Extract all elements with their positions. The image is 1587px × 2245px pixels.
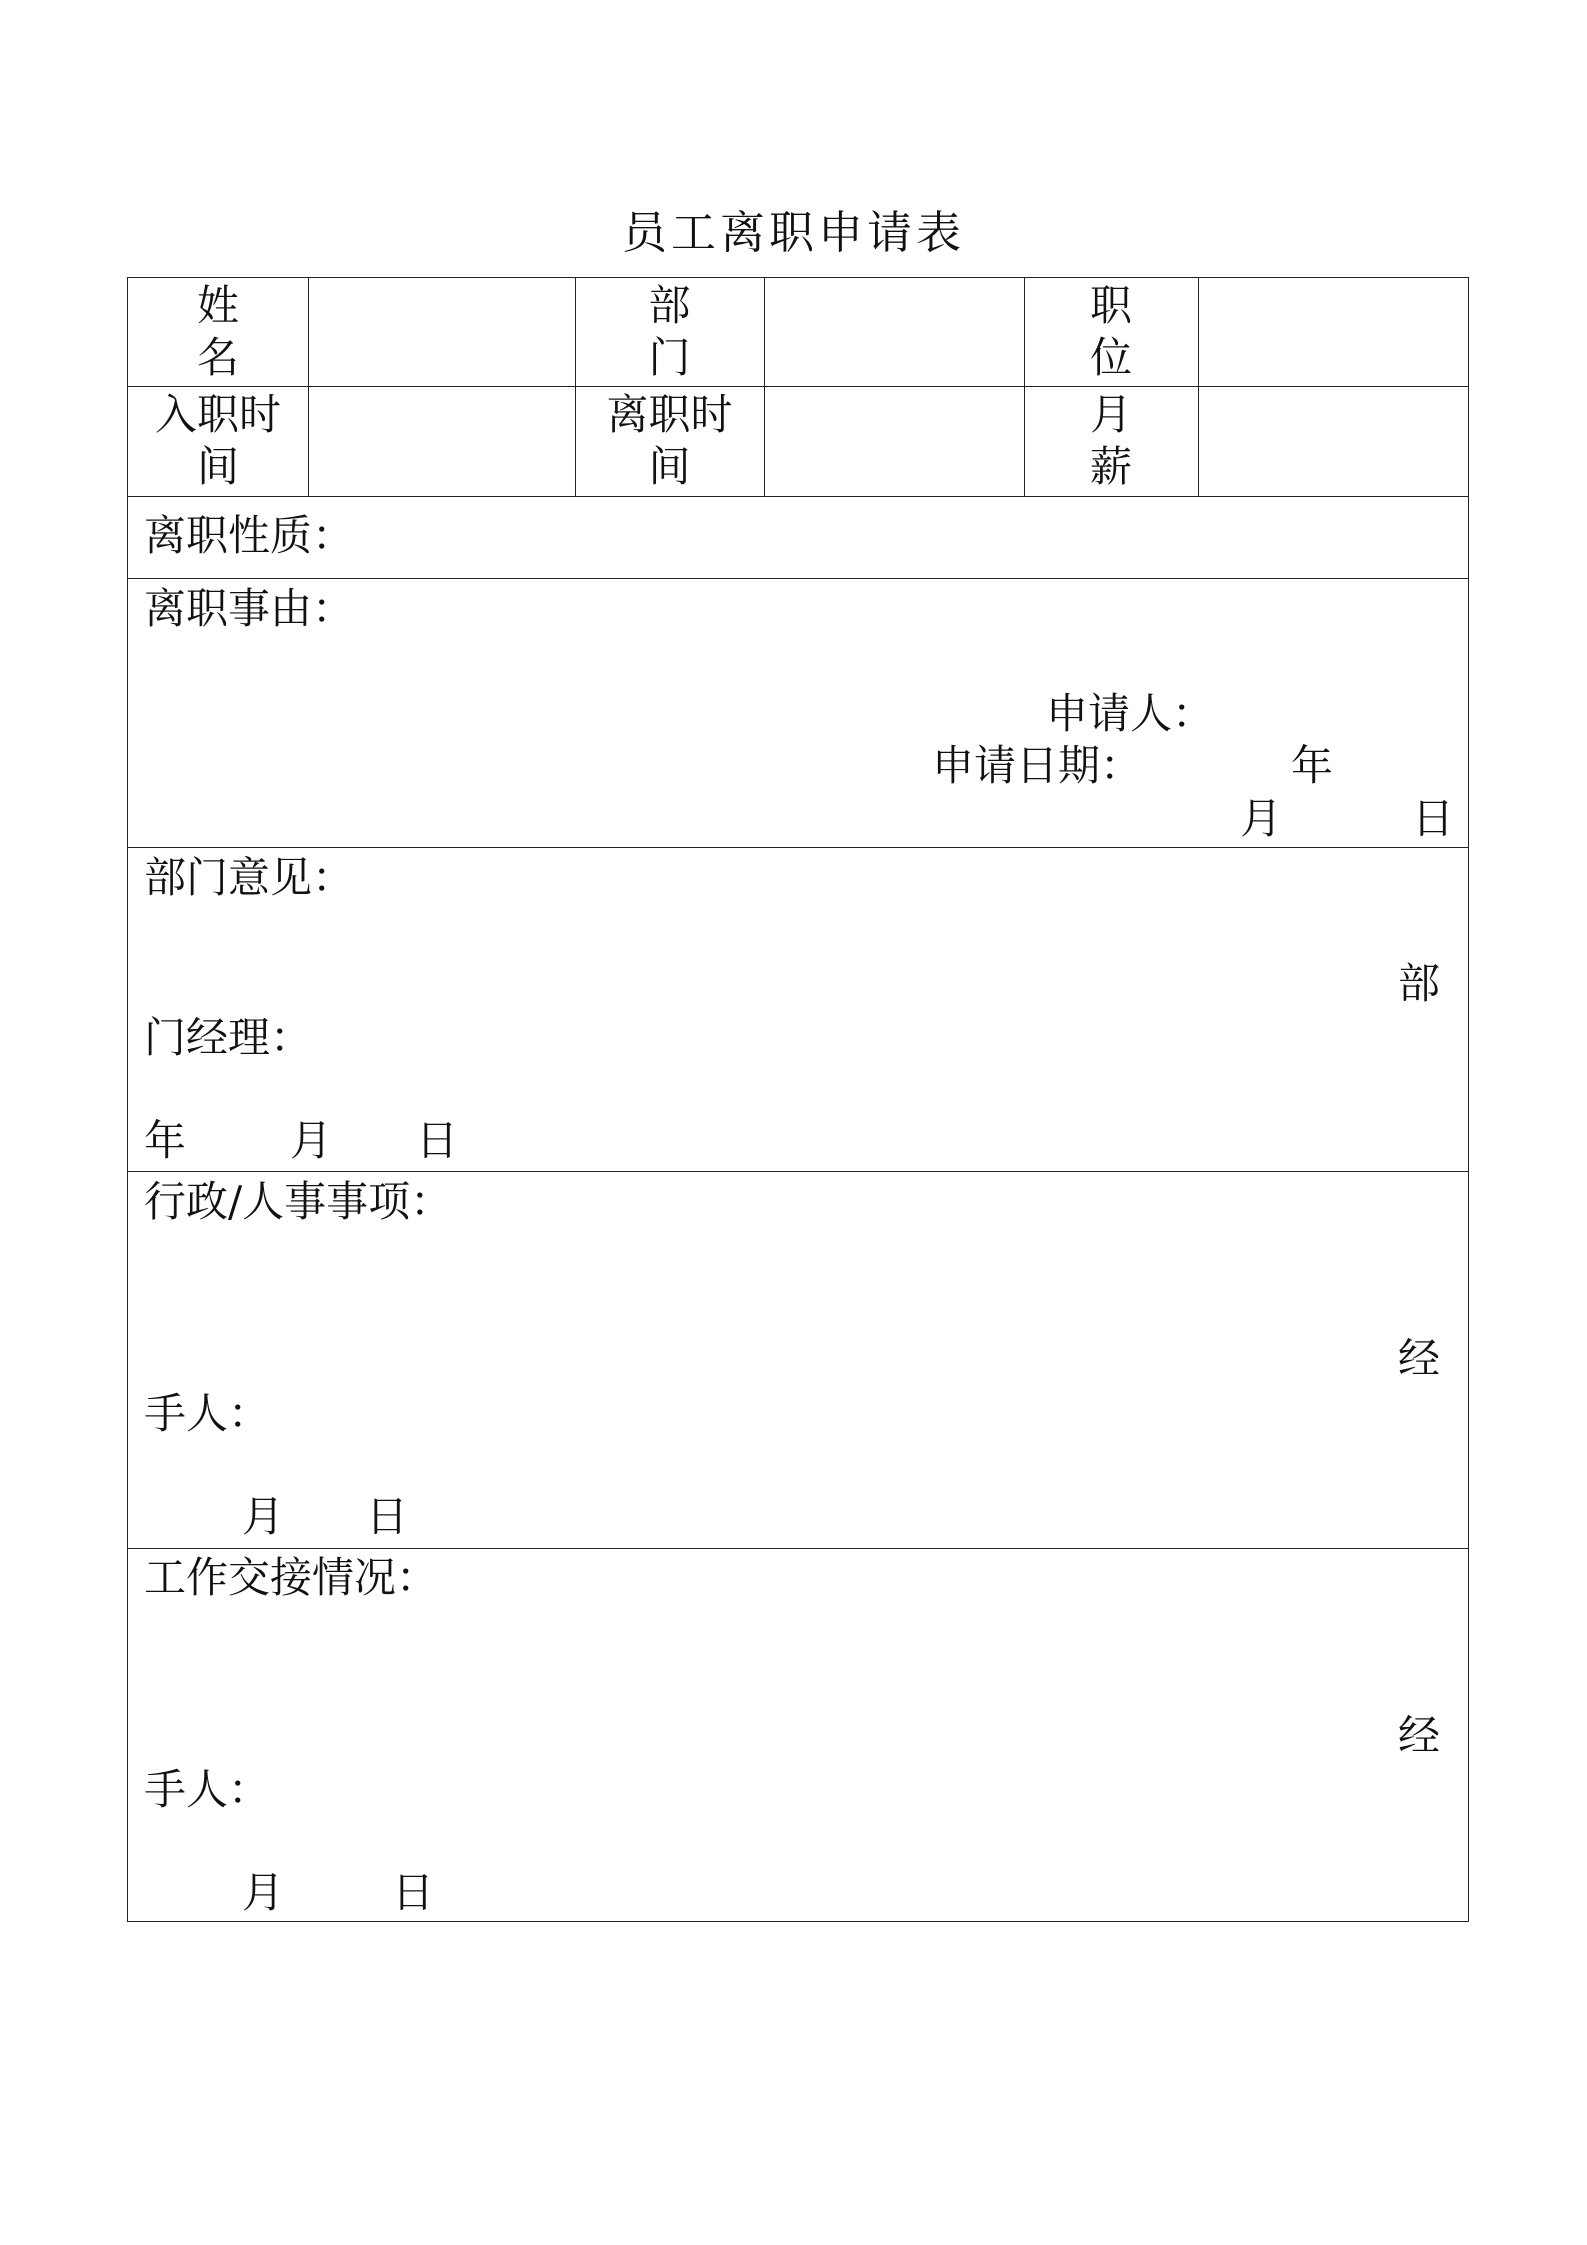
dept-month-label: 月 [290, 1116, 333, 1165]
hire-date-field[interactable] [309, 386, 575, 496]
apply-year-label: 年 [1291, 741, 1334, 790]
handover-handler-label-start: 经 [1398, 1711, 1441, 1760]
monthly-salary-label: 月 薪 [1089, 390, 1132, 491]
admin-day-label: 日 [366, 1492, 409, 1541]
resignation-form-table [127, 277, 1469, 1922]
resignation-reason-label: 离职事由： [144, 584, 355, 633]
admin-handler-label-start: 经 [1398, 1334, 1441, 1383]
position-field[interactable] [1199, 278, 1469, 386]
dept-opinion-label: 部门意见： [144, 853, 355, 902]
handover-month-label: 月 [242, 1868, 285, 1917]
name-label: 姓 名 [196, 281, 239, 382]
apply-date-label: 申请日期： [932, 741, 1143, 790]
department-field[interactable] [765, 278, 1024, 386]
handover-handler-label-end: 手人： [144, 1765, 271, 1814]
apply-month-label: 月 [1240, 794, 1283, 843]
admin-hr-label: 行政/人事事项： [144, 1177, 453, 1226]
dept-day-label: 日 [416, 1116, 459, 1165]
applicant-label: 申请人： [1046, 689, 1215, 738]
handover-label: 工作交接情况： [144, 1553, 439, 1602]
admin-handler-label-end: 手人： [144, 1389, 271, 1438]
form-title: 员工离职申请表 [621, 206, 965, 259]
handover-day-label: 日 [392, 1868, 435, 1917]
dept-manager-label-start: 部 [1398, 959, 1441, 1008]
dept-manager-label-end: 门经理： [144, 1013, 313, 1062]
department-label: 部 门 [648, 281, 691, 382]
leave-date-label: 离职时 间 [606, 390, 733, 491]
admin-month-label: 月 [242, 1492, 285, 1541]
resignation-nature-label: 离职性质： [144, 511, 355, 560]
position-label: 职 位 [1089, 281, 1132, 382]
monthly-salary-field[interactable] [1199, 386, 1469, 496]
hire-date-label: 入职时 间 [154, 390, 281, 491]
leave-date-field[interactable] [765, 386, 1024, 496]
admin-hr-field[interactable] [128, 1172, 1468, 1548]
dept-year-label: 年 [144, 1116, 187, 1165]
name-field[interactable] [309, 278, 575, 386]
handover-field[interactable] [128, 1549, 1468, 1921]
apply-day-label: 日 [1412, 794, 1455, 843]
